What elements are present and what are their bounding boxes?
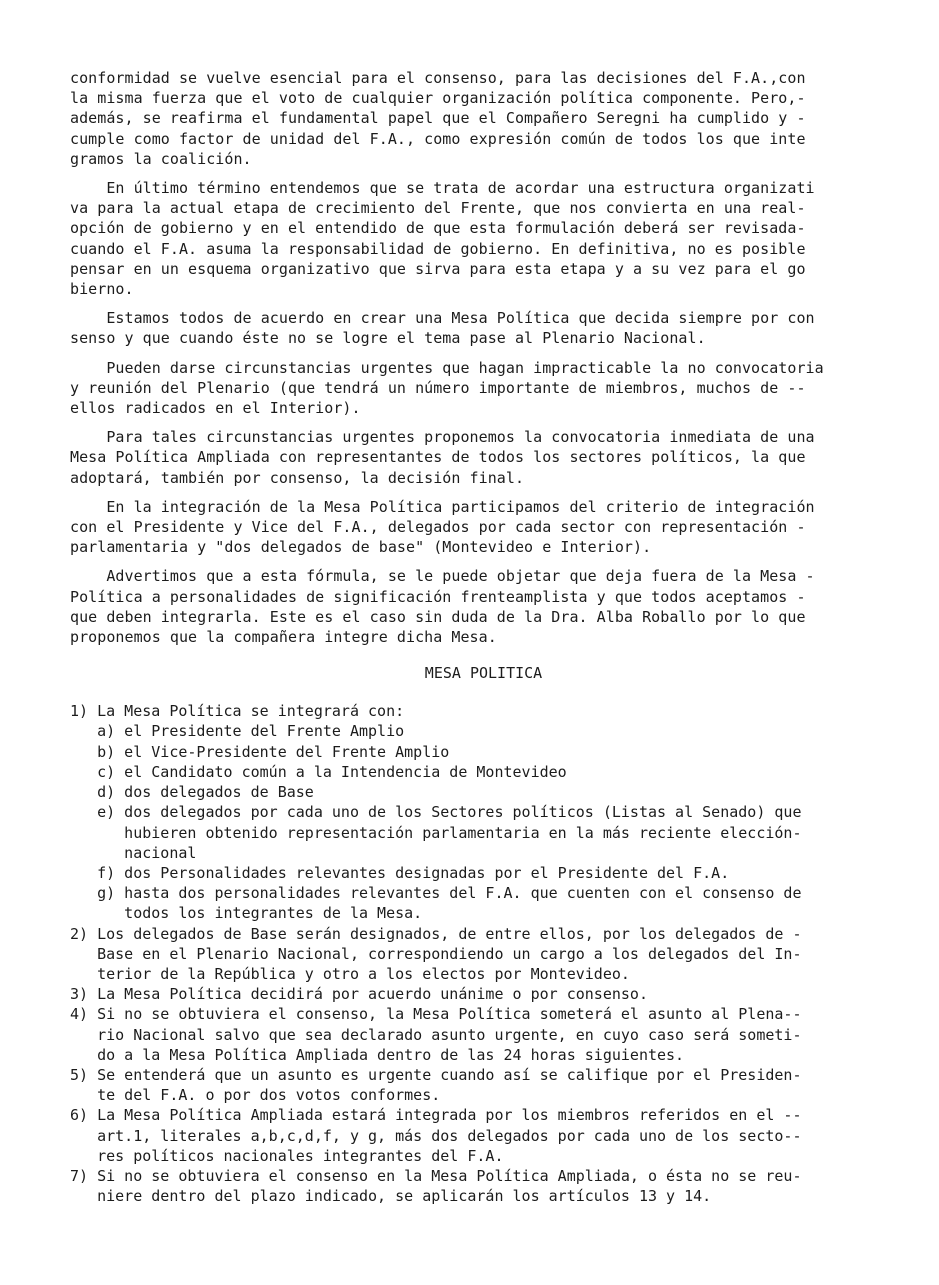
article-2: 2) Los delegados de Base serán designados, de entre ellos, por los delegados de - Base en el Plenario Nacional, correspondiendo un cargo a los delegados del In- terior de la República y otro a los electos por Montevideo. (70, 924, 802, 983)
article-6: 6) La Mesa Política Ampliada estará integrada por los miembros referidos en el -- art.1, literales a,b,c,d,f, y g, más dos delegados por cada uno de los secto-- res políticos nacionales integrantes del F.A. (70, 1106, 802, 1165)
article-1-f: f) dos Personalidades relevantes designadas por el Presidente del F.A. (70, 863, 730, 882)
article-7: 7) Si no se obtuviera el consenso en la Mesa Política Ampliada, o ésta no se reu- niere dentro del plazo indicado, se aplicarán los artículos 13 y 14. (70, 1166, 802, 1206)
paragraph-acuerdo-mesa: Estamos todos de acuerdo en crear una Mesa Política que decida siempre por con senso y que cuando éste no se logre el tema pase al Plenario Nacional. (70, 309, 815, 348)
article-1-d: d) dos delegados de Base (70, 783, 314, 802)
paragraph-conformidad: conformidad se vuelve esencial para el consenso, para las decisiones del F.A.,con la misma fuerza que el voto de cualquier organización política componente. Pero,- además, se reafirma el fundamental papel que el Compañero Seregni ha cumplido y - cumple como factor de unidad del F.A., como expresión común de todos los que inte gramos la coalición. (70, 69, 806, 168)
articles-list (70, 701, 879, 1206)
paragraph-mesa-ampliada: Para tales circunstancias urgentes proponemos la convocatoria inmediata de una Mesa Política Ampliada con representantes de todos los sectores políticos, la que adoptará, también por consenso, la decisión final. (70, 428, 815, 487)
intro-section (70, 68, 879, 647)
article-5: 5) Se entenderá que un asunto es urgente cuando así se califique por el Presiden- te del F.A. o por dos votos conformes. (70, 1065, 802, 1105)
article-1-e: e) dos delegados por cada uno de los Sectores políticos (Listas al Senado) que hubieren obtenido representación parlamentaria en la más reciente elección- nacional (97, 803, 802, 862)
paragraph-advertimos: Advertimos que a esta fórmula, se le puede objetar que deja fuera de la Mesa - Política a personalidades de significación frenteamplista y que todos aceptamos - que deben integrarla. Este es el caso sin duda de la Dra. Alba Roballo por lo que proponemos que la compañera integre dicha Mesa. (70, 567, 815, 647)
paragraph-circunstancias: Pueden darse circunstancias urgentes que hagan impracticable la no convocatoria y reunión del Plenario (que tendrá un número importante de miembros, muchos de -- ellos radicados en el Interior). (70, 358, 824, 418)
article-1-c: c) el Candidato común a la Intendencia de Montevideo (70, 762, 567, 781)
article-3: 3) La Mesa Política decidirá por acuerdo unánime o por consenso. (70, 985, 648, 1004)
paragraph-ultimo-termino: En último término entendemos que se trata de acordar una estructura organizati va para la actual etapa de crecimiento del Frente, que nos convierta en una real- opción de gobierno y en el entendido de que esta formulación deberá ser revisada- cuando el F.A. asuma la responsabilidad de gobierno. En definitiva, no es posible pensar en un esquema organizativo que sirva para esta etapa y a su vez para el go bierno. (70, 179, 815, 299)
article-1-g: g) hasta dos personalidades relevantes del F.A. que cuenten con el consenso de todos los integrantes de la Mesa. (97, 884, 802, 923)
article-1-b: b) el Vice-Presidente del Frente Amplio (70, 742, 450, 761)
article-1-a: a) el Presidente del Frente Amplio (70, 722, 405, 741)
article-4: 4) Si no se obtuviera el consenso, la Mesa Política someterá el asunto al Plena-- rio Nacional salvo que sea declarado asunto urgente, en cuyo caso será someti- do a la Mesa Política Ampliada dentro de las 24 horas siguientes. (70, 1005, 802, 1064)
article-1: 1) La Mesa Política se integrará con: (70, 702, 405, 721)
paragraph-integracion: En la integración de la Mesa Política participamos del criterio de integración con el Presidente y Vice del F.A., delegados por cada sector con representación - parlamentaria y "dos delegados de base" (Montevideo e Interior). (70, 497, 815, 557)
section-heading: MESA POLITICA (424, 664, 543, 683)
